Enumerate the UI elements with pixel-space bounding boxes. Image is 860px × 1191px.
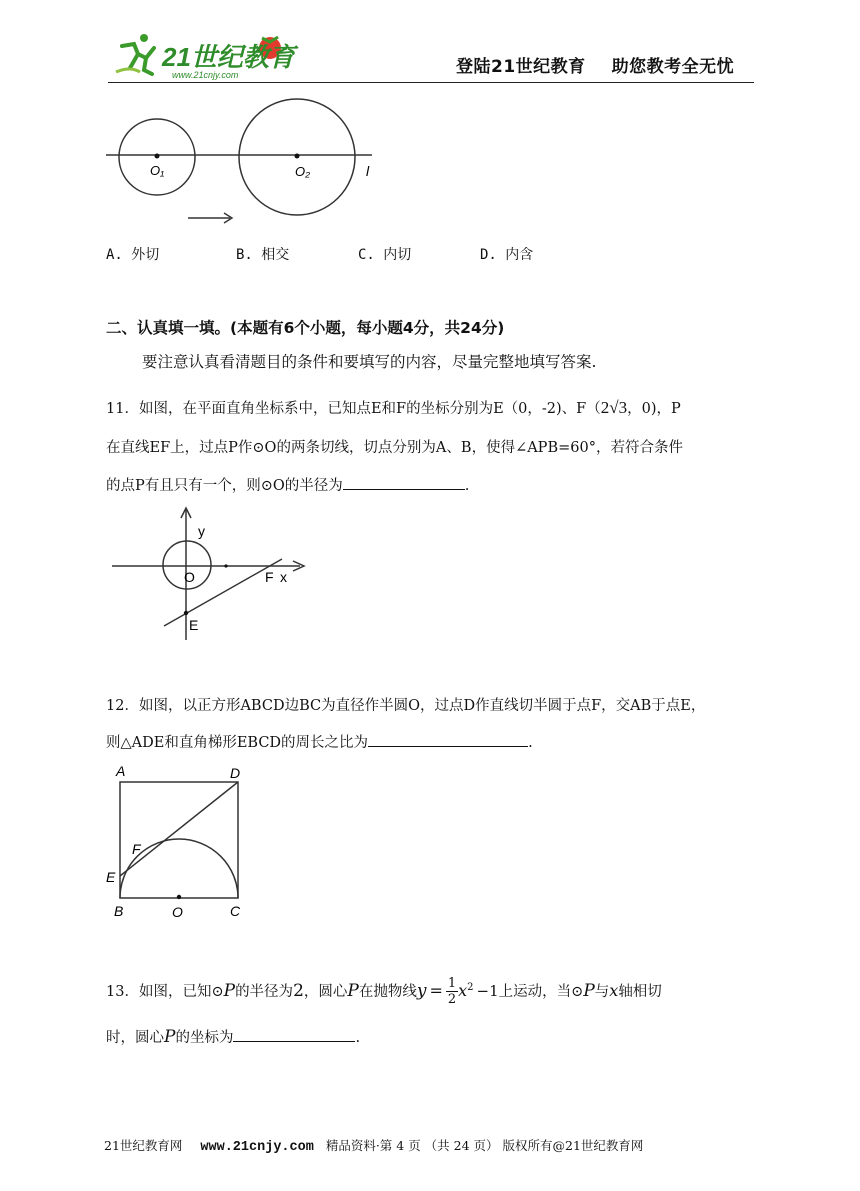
logo-text: 21世纪教育	[162, 42, 295, 72]
page-footer	[104, 1136, 643, 1155]
label-c: C	[230, 903, 241, 919]
q13-text-a: 13．如图，已知⊙	[106, 983, 224, 1000]
q11-figure	[108, 506, 318, 646]
q13-var-x: x	[609, 980, 619, 1000]
slogan-left: 登陆21世纪教育	[456, 57, 586, 77]
square-abcd	[120, 782, 238, 898]
point-e	[184, 611, 188, 615]
q13-text-c: ，圆心	[303, 983, 348, 1000]
q12-line2	[106, 731, 533, 753]
q13-text-b: 的半径为	[235, 983, 294, 1000]
label-f: F	[132, 841, 141, 857]
q12-answer-blank[interactable]	[368, 731, 528, 747]
q13-answer-blank[interactable]	[233, 1026, 355, 1042]
q13-text-e: 上运动，当⊙	[498, 983, 584, 1000]
q10-option-d[interactable]: D. 内含	[480, 247, 534, 263]
q13-eq-sup: 2	[467, 982, 474, 993]
q13-text-d: 在抛物线	[358, 983, 417, 1000]
center-o1	[155, 154, 160, 159]
logo-url: www.21cnjy.com	[172, 70, 239, 80]
label-d: D	[230, 765, 241, 781]
point-o	[177, 895, 181, 899]
q11-line1	[106, 398, 681, 419]
label-x: x	[280, 569, 287, 585]
q11-line3	[106, 474, 469, 496]
q13-eq-x: x	[458, 980, 468, 1000]
label-e: E	[189, 617, 199, 633]
label-f: F	[265, 569, 274, 585]
label-o2: O₂	[295, 164, 311, 179]
q10-option-c[interactable]: C. 内切	[358, 247, 412, 263]
site-logo[interactable]	[110, 28, 300, 80]
q11-period: .	[464, 478, 470, 494]
footer-site-name: 21世纪教育网	[104, 1138, 183, 1153]
q10-option-a[interactable]: A. 外切	[106, 247, 160, 263]
q13-var-p4: P	[164, 1027, 176, 1047]
slogan-right: 助您教考全无忧	[611, 57, 735, 77]
q11-text-b: ，0)，P	[627, 401, 681, 417]
q10-figure	[100, 92, 390, 232]
q11-answer-blank[interactable]	[343, 474, 465, 490]
label-l: l	[366, 163, 370, 179]
q13-eq-y: y	[416, 980, 427, 1001]
label-b: B	[114, 903, 124, 919]
q10-option-b[interactable]: B. 相交	[236, 247, 290, 263]
section-title: 二、认真填一填。(本题有6个小题，每小题4分，共24分)	[106, 319, 505, 337]
section-instruction: 要注意认真看清题目的条件和要填写的内容，尽量完整地填写答案.	[142, 353, 597, 371]
q13-eq-tail: −1	[476, 981, 499, 1000]
q13-text-h: 时，圆心	[106, 1030, 164, 1046]
q13-period: .	[355, 1030, 361, 1046]
q13-var-p: P	[223, 980, 236, 1001]
q13-frac-den: 2	[447, 992, 457, 1008]
q13-text-g: 轴相切	[618, 983, 662, 1000]
label-y: y	[198, 523, 205, 539]
q13-line1	[106, 976, 662, 1007]
header-slogan	[456, 52, 734, 77]
q11-line2: 在直线EF上，过点P作⊙O的两条切线，切点分别为A、B，使得∠APB=60°，若符合条件	[106, 440, 683, 456]
line-de	[120, 782, 238, 876]
q13-var-p3: P	[583, 980, 595, 1001]
q13-eq-sign: =	[429, 980, 443, 1000]
q13-text-f: 与	[594, 983, 610, 1000]
q13-fraction	[446, 976, 458, 1007]
label-o: O	[184, 569, 195, 585]
q12-line1: 12．如图，以正方形ABCD边BC为直径作半圆O，过点D作直线切半圆于点F，交AB于点E，	[106, 698, 706, 714]
q12-text: 则△ADE和直角梯形EBCD的周长之比为	[106, 735, 369, 751]
q12-figure	[104, 762, 264, 922]
footer-url[interactable]: www.21cnjy.com	[200, 1140, 314, 1155]
logo-graphic	[110, 28, 300, 80]
label-o: O	[172, 904, 183, 920]
q13-text-i: 的坐标为	[175, 1030, 234, 1046]
q11-text-c: 的点P有且只有一个，则⊙O的半径为	[106, 478, 343, 494]
q13-frac-num: 1	[447, 976, 457, 992]
label-e: E	[106, 869, 116, 885]
point-tick	[224, 564, 227, 567]
center-o2	[295, 154, 300, 159]
label-o1: O₁	[150, 163, 165, 178]
q11-math-2sqrt3: 2√3	[600, 398, 628, 417]
q13-line2	[106, 1026, 360, 1048]
q12-period: .	[528, 735, 533, 751]
q11-text-a: 11．如图，在平面直角坐标系中，已知点E和F的坐标分别为E（0，-2)、F（	[106, 401, 601, 417]
q13-var-p2: P	[347, 980, 359, 1001]
label-a: A	[116, 763, 126, 779]
header-divider	[108, 82, 754, 83]
q13-radius: 2	[293, 980, 304, 1001]
footer-page-info: 精品资料·第 4 页 （共 24 页） 版权所有@21世纪教育网	[325, 1138, 644, 1153]
